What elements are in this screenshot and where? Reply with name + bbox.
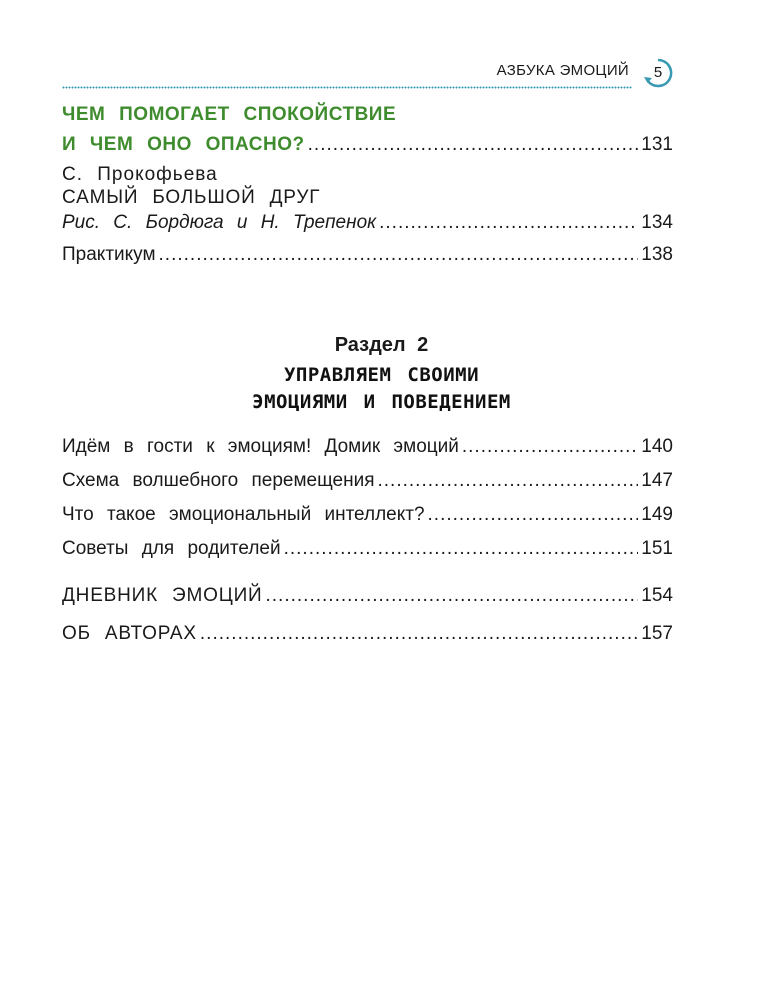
- toc-entry-parent-tips[interactable]: [62, 538, 673, 568]
- entry-author: С. Прокофьева: [62, 164, 218, 185]
- entry-title-line2: И ЧЕМ ОНО ОПАСНО?: [62, 134, 305, 155]
- leader-dots: [379, 212, 638, 234]
- entry-title: ОБ АВТОРАХ: [62, 623, 197, 644]
- entry-page: 154: [641, 585, 673, 606]
- page-number: 5: [653, 64, 663, 81]
- leader-dots: [200, 623, 638, 645]
- section-subtitle-line1: УПРАВЛЯЕМ СВОИМИ: [283, 364, 480, 386]
- leader-dots: [308, 134, 639, 156]
- entry-page: 151: [641, 538, 673, 559]
- entry-title: Что такое эмоциональный интеллект?: [62, 504, 425, 525]
- toc-entry-story[interactable]: [62, 164, 673, 242]
- entry-title: Практикум: [62, 244, 156, 265]
- entry-title: Схема волшебного перемещения: [62, 470, 375, 491]
- entry-title: ДНЕВНИК ЭМОЦИЙ: [62, 585, 263, 606]
- book-title: АЗБУКА ЭМОЦИЙ: [496, 62, 629, 79]
- entry-page: 134: [641, 212, 673, 233]
- toc-entry-magic-scheme[interactable]: [62, 470, 673, 500]
- toc-entry-emotional-intelligence[interactable]: [62, 504, 673, 534]
- entry-page: 147: [641, 470, 673, 491]
- leader-dots: [462, 436, 638, 458]
- entry-page: 157: [641, 623, 673, 644]
- leader-dots: [284, 538, 639, 560]
- entry-page: 138: [641, 244, 673, 265]
- toc-entry-emotion-house[interactable]: [62, 436, 673, 466]
- section-heading: Раздел 2: [334, 334, 429, 356]
- running-header: [62, 58, 677, 94]
- leader-dots: [428, 504, 639, 526]
- entry-title: Советы для родителей: [62, 538, 281, 559]
- toc-entry-practicum[interactable]: [62, 244, 673, 274]
- entry-page: 131: [641, 134, 673, 155]
- entry-title: Идём в гости к эмоциям! Домик эмоций: [62, 436, 459, 457]
- toc-entry-about-authors[interactable]: [62, 623, 673, 653]
- leader-dots: [378, 470, 639, 492]
- toc-entry-diary[interactable]: [62, 585, 673, 615]
- entry-illustrators: Рис. С. Бордюга и Н. Трепенок: [62, 212, 377, 233]
- dotted-rule: [62, 86, 632, 89]
- entry-page: 149: [641, 504, 673, 525]
- section-subtitle-line2: ЭМОЦИЯМИ И ПОВЕДЕНИЕМ: [252, 391, 511, 413]
- entry-title: САМЫЙ БОЛЬШОЙ ДРУГ: [62, 187, 321, 208]
- entry-page: 140: [641, 436, 673, 457]
- toc-entry-calm[interactable]: [62, 104, 673, 164]
- leader-dots: [266, 585, 639, 607]
- leader-dots: [159, 244, 639, 266]
- page-number-badge: [643, 58, 673, 88]
- entry-title-line1: ЧЕМ ПОМОГАЕТ СПОКОЙСТВИЕ: [62, 104, 397, 125]
